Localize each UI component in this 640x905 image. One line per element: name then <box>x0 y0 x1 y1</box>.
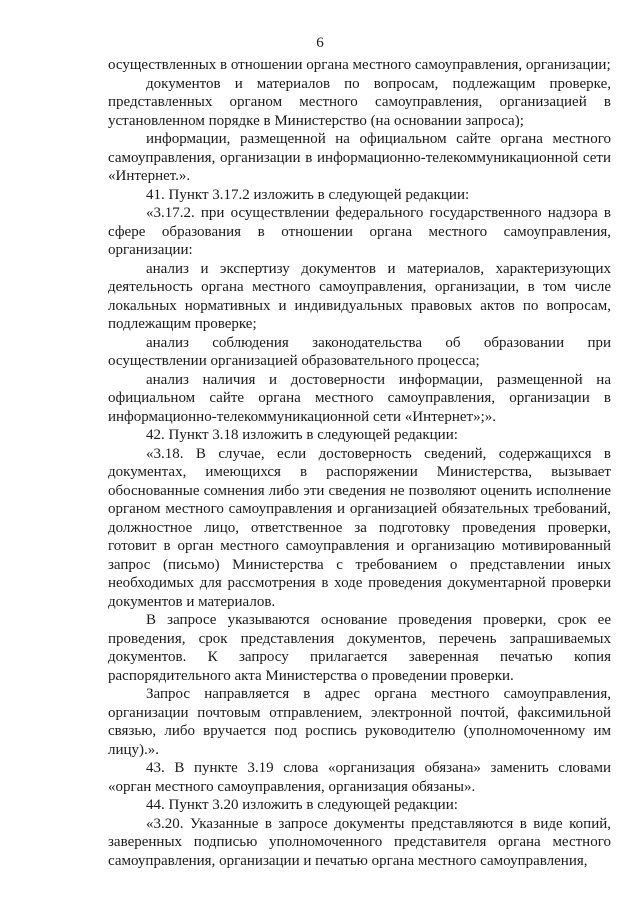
paragraph: документов и материалов по вопросам, подлежащим проверке, представленных органом местного самоуправления, организацией в установленном порядке в Министерство (на основании запроса); <box>108 75 611 129</box>
paragraph: «3.18. В случае, если достоверность сведений, содержащихся в документах, имеющихся в распоряжении Министерства, вызывает обоснованные сомнения либо эти сведения не позволяют оценить исполнение органом местного самоуправления и организацией обязательных требований, должностное лицо, ответственное за подготовку проведения проверки, готовит в орган местного самоуправления и организацию мотивированный запрос (письмо) Министерства с требованием о представлении иных необходимых для рассмотрения в ходе проведения документарной проверки документов и материалов. <box>108 445 611 610</box>
paragraph: анализ и экспертизу документов и материалов, характеризующих деятельность органа местного самоуправления, организации, в том числе локальных нормативных и индивидуальных правовых актов по вопросам, подлежащим проверке; <box>108 260 611 332</box>
paragraph: 43. В пункте 3.19 слова «организация обязана» заменить словами «орган местного самоуправления, организация обязаны». <box>108 760 611 795</box>
paragraph: анализ соблюдения законодательства об образовании при осуществлении организацией образовательного процесса; <box>108 334 611 369</box>
paragraph: «3.20. Указанные в запросе документы представляются в виде копий, заверенных подписью уполномоченного представителя органа местного самоуправления, организации и печатью органа местного самоуправления, <box>108 815 611 869</box>
paragraph: В запросе указываются основание проведения проверки, срок ее проведения, срок представления документов, перечень запрашиваемых документов. К запросу прилагается заверенная печатью копия распорядительного акта Министерства о проведении проверки. <box>108 612 611 684</box>
paragraph: Запрос направляется в адрес органа местного самоуправления, организации почтовым отправлением, электронной почтой, факсимильной связью, либо вручается под роспись руководителю (уполномоченному им лицу).». <box>108 686 611 758</box>
paragraph: 44. Пункт 3.20 изложить в следующей редакции: <box>146 797 458 813</box>
paragraph: информации, размещенной на официальном сайте органа местного самоуправления, организации в информационно-телекоммуникационной сети «Интернет.». <box>108 131 611 184</box>
paragraph: «3.17.2. при осуществлении федерального государственного надзора в сфере образования в отношении органа местного самоуправления, организации: <box>108 205 611 258</box>
paragraph: осуществленных в отношении органа местного самоуправления, организации; <box>108 57 611 73</box>
page-number: 6 <box>316 35 324 51</box>
paragraph: 41. Пункт 3.17.2 изложить в следующей редакции: <box>146 186 470 203</box>
paragraph: 42. Пункт 3.18 изложить в следующей редакции: <box>146 427 458 443</box>
document-body <box>108 56 611 870</box>
paragraph: анализ наличия и достоверности информации, размещенной на официальном сайте органа местного самоуправления, организации в информационно-телекоммуникационной сети «Интернет»;». <box>108 371 611 425</box>
